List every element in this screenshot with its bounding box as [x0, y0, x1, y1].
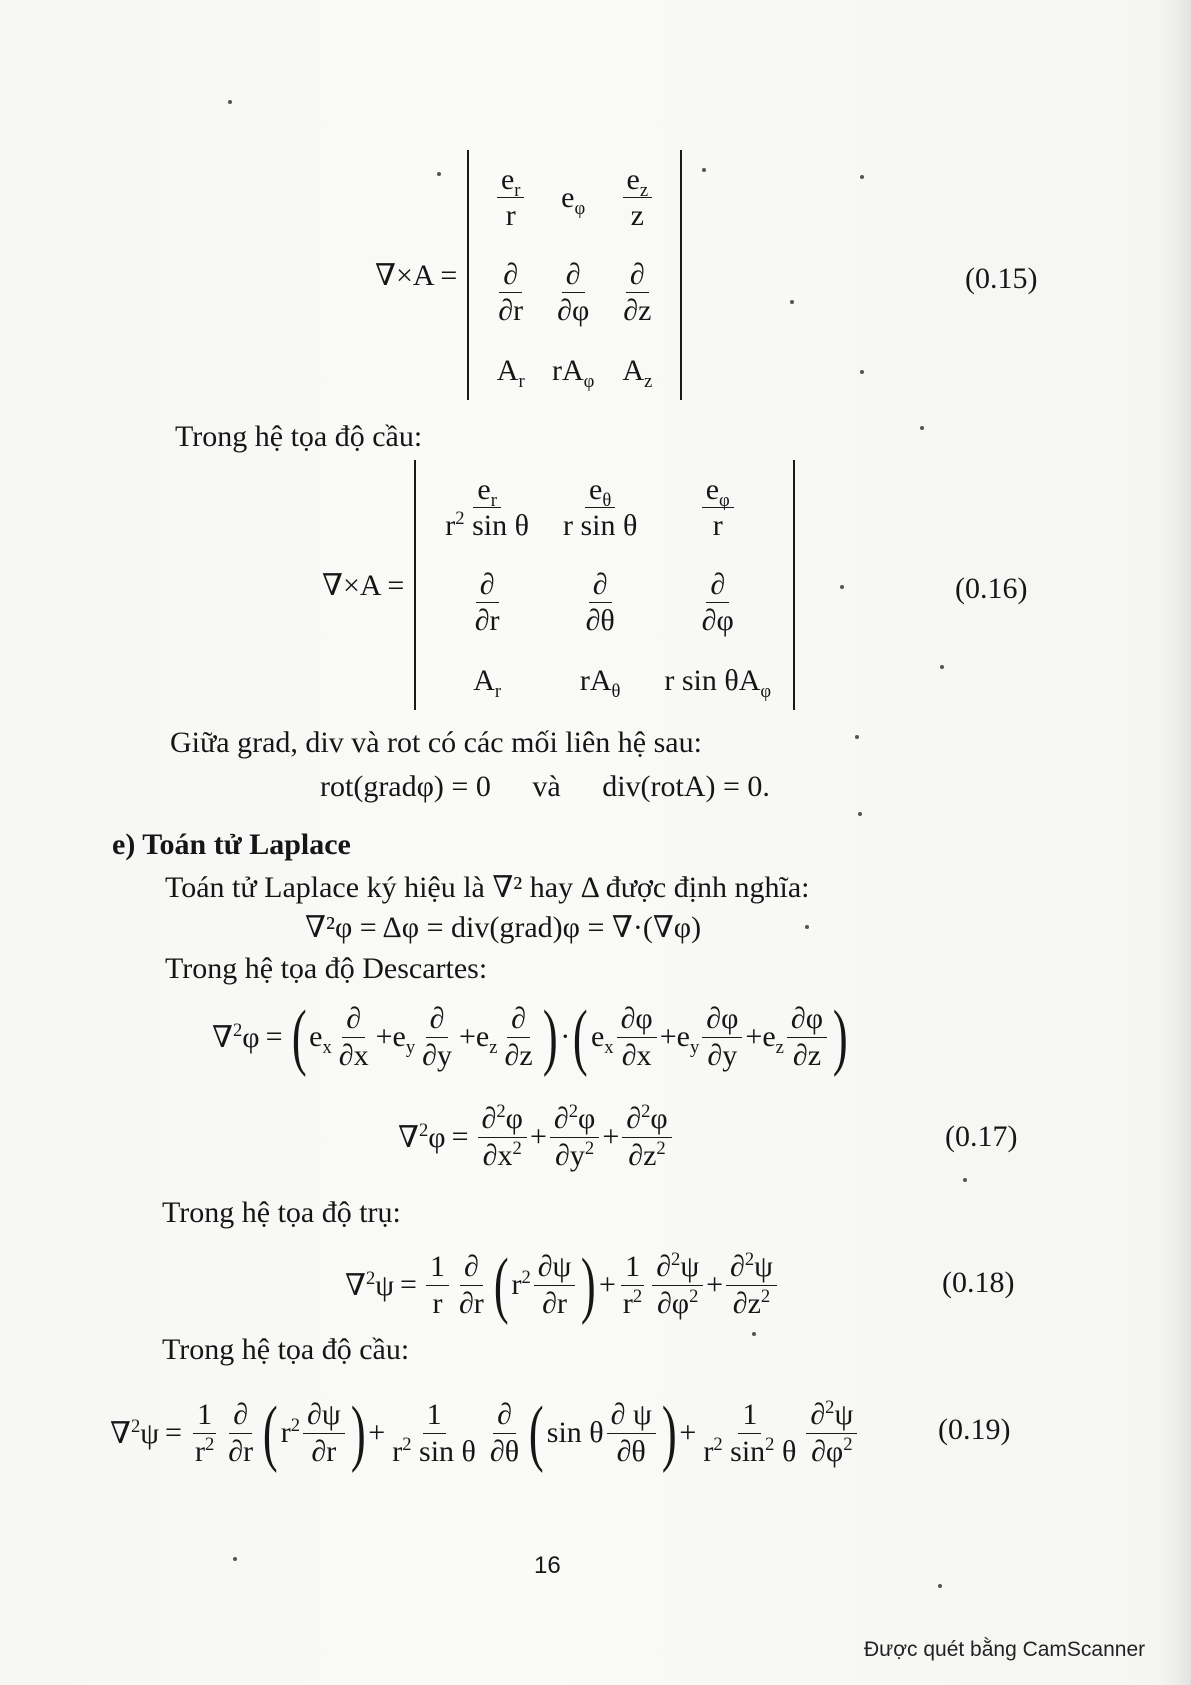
equation-0-16 — [322, 460, 795, 710]
equation-0-18: ∇$^2$ψ = $\frac{1}{r}$ $\frac{\partial}{\partial r}$ ( $r^2$ $\frac{\partial\psi}{\partial r}$ ) + $\frac{1}{r^2}$ $\frac{\partial^2\psi}{\partial\varphi^2}$ + $\frac{\partial^2\psi}{\partial z^2}$ — [345, 1240, 780, 1330]
relation-equation — [320, 770, 770, 804]
rot-grad-identity: rot(gradφ) = 0 — [320, 770, 491, 803]
div-rot-identity: div(rotA) = 0. — [602, 770, 770, 803]
curl-lhs: ∇×A = — [375, 258, 458, 292]
scan-speck — [938, 1584, 942, 1588]
laplace-definition-text: Toán tử Laplace ký hiệu là ∇² hay Δ được định nghĩa: — [165, 871, 810, 904]
scan-speck — [228, 100, 232, 104]
label-spherical-rot: Trong hệ tọa độ cầu: — [175, 420, 423, 453]
camscanner-watermark: Được quét bằng CamScanner — [864, 1638, 1146, 1661]
page-edge-shadow — [1159, 0, 1191, 1685]
scan-speck — [752, 1332, 756, 1336]
laplace-definition-equation: ∇²φ = Δφ = div(grad)φ = ∇·(∇φ) — [305, 911, 702, 944]
equation-number-0-15: (0.15) — [965, 262, 1038, 295]
scan-speck — [790, 300, 794, 304]
label-cylindrical: Trong hệ tọa độ trụ: — [162, 1196, 401, 1229]
equation-0-17: ∇$^2$φ = $\frac{\partial^2\varphi}{\partial x^2}$ + $\frac{\partial^2\varphi}{\partial y^2}$ + $\frac{\partial^2\varphi}{\partial z^2}$ — [398, 1095, 675, 1179]
curl-determinant-cylindrical: $\frac{e_r}{r}$ $e_\varphi$ $\frac{e_z}{z}$ $\frac{\partial}{\partial r}$ $\frac{\partial}{\partial\varphi}$ $\frac{\partial}{\partial z}$ $A_r$ $rA_\varphi$ $A_z$ — [467, 150, 682, 400]
equation-number-0-18: (0.18) — [942, 1266, 1015, 1299]
page-number: 16 — [534, 1552, 561, 1579]
scan-speck — [855, 735, 859, 739]
laplace-descartes-product: ∇$^2$φ = ( $e_x$ $\frac{\partial}{\partial x}$ + $e_y$ $\frac{\partial}{\partial y}$ + $e_z$ $\frac{\partial}{\partial z}$ ) · ( $e_x$ $\frac{\partial\varphi}{\partial x}$ + $e_y$ $\frac{\partial\varphi}{\partial y}$ + $e_z$ $\frac{\partial\varphi}{\partial z}$ ) — [212, 996, 848, 1078]
equation-0-15 — [375, 150, 682, 400]
scan-speck — [702, 168, 706, 172]
scan-speck — [233, 1557, 237, 1561]
scan-speck — [963, 1178, 967, 1182]
relation-text: Giữa grad, div và rot có các mối liên hệ sau: — [170, 726, 702, 759]
scan-speck — [858, 812, 862, 816]
equation-number-0-19: (0.19) — [938, 1413, 1011, 1446]
scan-speck — [840, 585, 844, 589]
scan-speck — [920, 426, 924, 430]
equation-0-19: ∇$^2$ψ = $\frac{1}{r^2}$ $\frac{\partial}{\partial r}$ ( $r^2$ $\frac{\partial\psi}{\partial r}$ ) + $\frac{1}{r^2 \sin \theta}$ $\frac{\partial}{\partial\theta}$ ( sin θ $\frac{\partial \psi}{\partial\theta}$ ) + $\frac{1}{r^2 \sin^2 \theta}$ $\frac{\partial^2\psi}{\partial\varphi^2}$ — [110, 1388, 860, 1478]
scan-speck — [860, 370, 864, 374]
relation-conjunction: và — [532, 770, 561, 803]
section-heading-laplace: e) Toán tử Laplace — [112, 828, 351, 861]
curl-determinant-spherical: $\frac{e_r}{r^2 \sin \theta}$ $\frac{e_\theta}{\text{r sin θ}}$ $\frac{e_\varphi}{r}$ $\frac{\partial}{\partial r}$ $\frac{\partial}{\partial\theta}$ $\frac{\partial}{\partial\varphi}$ $A_r$ $rA_\theta$ r $\sin \theta A_\varphi$ — [414, 460, 795, 710]
equation-number-0-16: (0.16) — [955, 572, 1028, 605]
label-descartes: Trong hệ tọa độ Descartes: — [165, 952, 488, 985]
label-spherical-laplace: Trong hệ tọa độ cầu: — [162, 1333, 410, 1366]
scan-speck — [940, 665, 944, 669]
curl-lhs: ∇×A = — [322, 568, 405, 602]
scan-speck — [860, 175, 864, 179]
scan-speck — [805, 925, 809, 929]
equation-number-0-17: (0.17) — [945, 1120, 1018, 1153]
